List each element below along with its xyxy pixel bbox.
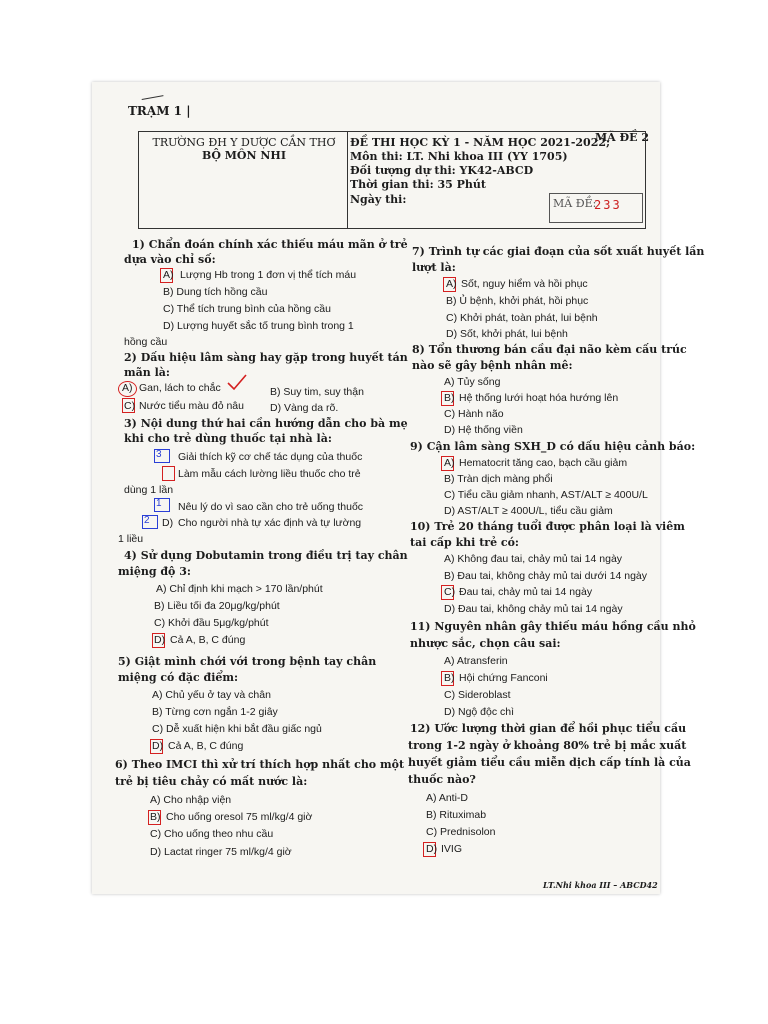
question-5-text: 5) Giật mình chới với trong bệnh tay chân xyxy=(118,655,377,668)
q4-option-d: Cả A, B, C đúng xyxy=(170,634,246,646)
q3-option-a: Giải thích kỹ cơ chế tác dụng của thuốc xyxy=(178,451,363,463)
option-letter: A) xyxy=(163,269,174,281)
q1-option-a: Lượng Hb trong 1 đơn vị thể tích máu xyxy=(180,269,357,281)
q7-option-d: D) Sốt, khởi phát, lui bệnh xyxy=(446,328,568,340)
option-letter: A) xyxy=(122,382,133,394)
q9-option-a: Hematocrit tăng cao, bạch cầu giảm xyxy=(459,457,628,469)
exam-date: Ngày thi: xyxy=(350,193,407,206)
option-letter: B) xyxy=(150,811,161,823)
department-name: BỘ MÔN NHI xyxy=(202,149,286,162)
question-12-text-3: huyết giảm tiểu cầu miễn dịch cấp tính là của xyxy=(408,756,691,769)
q4-option-b: B) Liều tối đa 20μg/kg/phút xyxy=(154,600,280,612)
question-2-text-2: mãn là: xyxy=(124,366,170,379)
q7-option-c: C) Khởi phát, toàn phát, lui bệnh xyxy=(446,312,598,324)
q9-option-c: C) Tiểu cầu giảm nhanh, AST/ALT ≥ 400U/L xyxy=(444,489,648,501)
question-3-text-2: khi cho trẻ dùng thuốc tại nhà là: xyxy=(124,432,332,445)
q3-option-c: Nêu lý do vì sao cần cho trẻ uống thuốc xyxy=(178,501,364,513)
q8-option-d: D) Hệ thống viền xyxy=(444,424,523,436)
q11-option-b: Hội chứng Fanconi xyxy=(459,672,548,684)
option-letter: D) xyxy=(154,634,166,646)
q11-option-a: A) Atransferin xyxy=(444,655,508,667)
question-4-text: 4) Sử dụng Dobutamin trong điều trị tay chân xyxy=(124,549,408,562)
question-8-text: 8) Tổn thương bán cầu đại não kèm cấu trúc xyxy=(412,343,687,356)
q3-option-b-2: dùng 1 lần xyxy=(124,484,174,496)
q12-option-c: C) Prednisolon xyxy=(426,826,496,838)
exam-code-label: MÃ ĐỀ: xyxy=(553,197,597,210)
check-mark xyxy=(226,373,248,391)
option-letter: B) xyxy=(444,392,455,404)
question-1-text: 1) Chẩn đoán chính xác thiếu máu mãn ở trẻ xyxy=(132,238,408,251)
question-12-text-4: thuốc nào? xyxy=(408,773,476,786)
option-letter: B) xyxy=(444,672,455,684)
question-12-text-2: trong 1-2 ngày ở khoảng 80% trẻ bị mắc xuất xyxy=(408,739,687,752)
order-number: 3 xyxy=(156,449,162,460)
q2-option-c: Nước tiểu màu đỏ nâu xyxy=(139,400,244,412)
order-number: 1 xyxy=(156,498,162,509)
q12-option-b: B) Rituximab xyxy=(426,809,487,821)
q5-option-d: Cả A, B, C đúng xyxy=(168,740,244,752)
question-11-text-2: nhược sắc, chọn câu sai: xyxy=(410,637,561,650)
q1-option-d-2: hồng cầu xyxy=(124,336,168,348)
q9-option-b: B) Tràn dịch màng phổi xyxy=(444,473,553,485)
question-6-text-2: trẻ bị tiêu chảy có mất nước là: xyxy=(115,775,308,788)
q4-option-a: A) Chỉ định khi mạch > 170 lần/phút xyxy=(156,583,323,595)
q12-option-a: A) Anti-D xyxy=(426,792,469,804)
option-letter: D) xyxy=(162,517,174,529)
station-label: TRẠM 1 | xyxy=(128,104,191,118)
question-10-text: 10) Trẻ 20 tháng tuổi được phân loại là viêm xyxy=(410,520,685,533)
q2-option-b: B) Suy tim, suy thận xyxy=(270,386,364,398)
q11-option-d: D) Ngộ độc chì xyxy=(444,706,515,718)
q7-option-a: Sốt, nguy hiểm và hồi phục xyxy=(461,278,588,290)
question-2-text: 2) Dấu hiệu lâm sàng hay gặp trong huyết tán xyxy=(124,351,408,364)
exam-code-top: MÃ ĐỀ 2 xyxy=(595,131,650,144)
option-letter: A) xyxy=(446,278,457,290)
q10-option-c: Đau tai, chảy mủ tai 14 ngày xyxy=(459,586,593,598)
q2-option-d: D) Vàng da rõ. xyxy=(270,402,339,414)
q1-option-b: B) Dung tích hồng cầu xyxy=(163,286,268,298)
q7-option-b: B) Ủ bệnh, khởi phát, hồi phục xyxy=(446,295,589,307)
question-10-text-2: tai cấp khi trẻ có: xyxy=(410,536,519,549)
q11-option-c: C) Sideroblast xyxy=(444,689,511,701)
q1-option-d: D) Lượng huyết sắc tố trung bình trong 1 xyxy=(163,320,354,332)
q8-option-a: A) Tủy sống xyxy=(444,376,501,388)
question-7-text: 7) Trình tự các giai đoạn của sốt xuất huyết lần xyxy=(412,245,705,258)
order-number: 2 xyxy=(144,515,150,526)
question-11-text: 11) Nguyên nhân gây thiếu máu hồng cầu nhỏ xyxy=(410,620,696,633)
q3-option-d-2: 1 liều xyxy=(118,533,144,545)
question-12-text: 12) Ước lượng thời gian để hồi phục tiểu cầu xyxy=(410,722,687,735)
q2-option-a: Gan, lách to chắc xyxy=(139,382,221,394)
question-3-text: 3) Nội dung thứ hai cần hướng dẫn cho bà mẹ xyxy=(124,417,408,430)
question-6-text: 6) Theo IMCI thì xử trí thích hợp nhất cho một xyxy=(115,758,405,771)
q3-option-b: Làm mẫu cách lường liều thuốc cho trẻ xyxy=(178,468,361,480)
q9-option-d: D) AST/ALT ≥ 400U/L, tiểu cầu giảm xyxy=(444,505,613,517)
q8-option-c: C) Hành não xyxy=(444,408,504,420)
option-letter: C) xyxy=(124,400,136,412)
q6-option-a: A) Cho nhập viện xyxy=(150,794,232,806)
question-8-text-2: nào sẽ gây bệnh nhân mê: xyxy=(412,359,573,372)
school-name: TRƯỜNG ĐH Y DƯỢC CẦN THƠ xyxy=(152,136,336,149)
option-letter: D) xyxy=(152,740,164,752)
q3-option-d: Cho người nhà tự xác định và tự lường xyxy=(178,517,362,529)
q10-option-b: B) Đau tai, không chảy mủ tai dưới 14 ngày xyxy=(444,570,648,582)
q6-option-b: Cho uống oresol 75 ml/kg/4 giờ xyxy=(166,811,313,823)
q6-option-d: D) Lactat ringer 75 ml/kg/4 giờ xyxy=(150,846,292,858)
q6-option-c: C) Cho uống theo nhu cầu xyxy=(150,828,274,840)
exam-subject: Môn thi: LT. Nhi khoa III (YY 1705) xyxy=(350,150,568,163)
question-1-text-2: dựa vào chỉ số: xyxy=(124,253,216,266)
q10-option-d: D) Đau tai, không chảy mủ tai 14 ngày xyxy=(444,603,623,615)
question-9-text: 9) Cận lâm sàng SXH_D có dấu hiệu cảnh báo: xyxy=(410,440,696,453)
exam-audience: Đối tượng dự thi: YK42-ABCD xyxy=(350,164,534,177)
exam-title: ĐỀ THI HỌC KỲ 1 - NĂM HỌC 2021-2022; xyxy=(350,136,611,149)
q1-option-c: C) Thể tích trung bình của hồng cầu xyxy=(163,303,331,315)
exam-duration: Thời gian thi: 35 Phút xyxy=(350,178,486,191)
q4-option-c: C) Khởi đầu 5μg/kg/phút xyxy=(154,617,269,629)
option-letter: C) xyxy=(444,586,456,598)
option-letter: A) xyxy=(444,457,455,469)
q5-option-c: C) Dễ xuất hiện khi bắt đầu giấc ngủ xyxy=(152,723,322,735)
q5-option-a: A) Chủ yếu ở tay và chân xyxy=(152,689,271,701)
q10-option-a: A) Không đau tai, chảy mủ tai 14 ngày xyxy=(444,553,623,565)
answer-mark xyxy=(162,466,175,481)
page-footer: LT.Nhi khoa III – ABCD42 xyxy=(543,880,658,890)
q5-option-b: B) Từng cơn ngắn 1-2 giây xyxy=(152,706,278,718)
q8-option-b: Hệ thống lưới hoạt hóa hướng lên xyxy=(459,392,619,404)
option-letter: D) xyxy=(426,843,438,855)
question-4-text-2: miệng độ 3: xyxy=(118,565,191,578)
question-7-text-2: lượt là: xyxy=(412,261,456,274)
question-5-text-2: miệng có đặc điểm: xyxy=(118,671,239,684)
exam-code-value: 233 xyxy=(594,198,622,212)
q12-option-d: IVIG xyxy=(441,843,463,855)
